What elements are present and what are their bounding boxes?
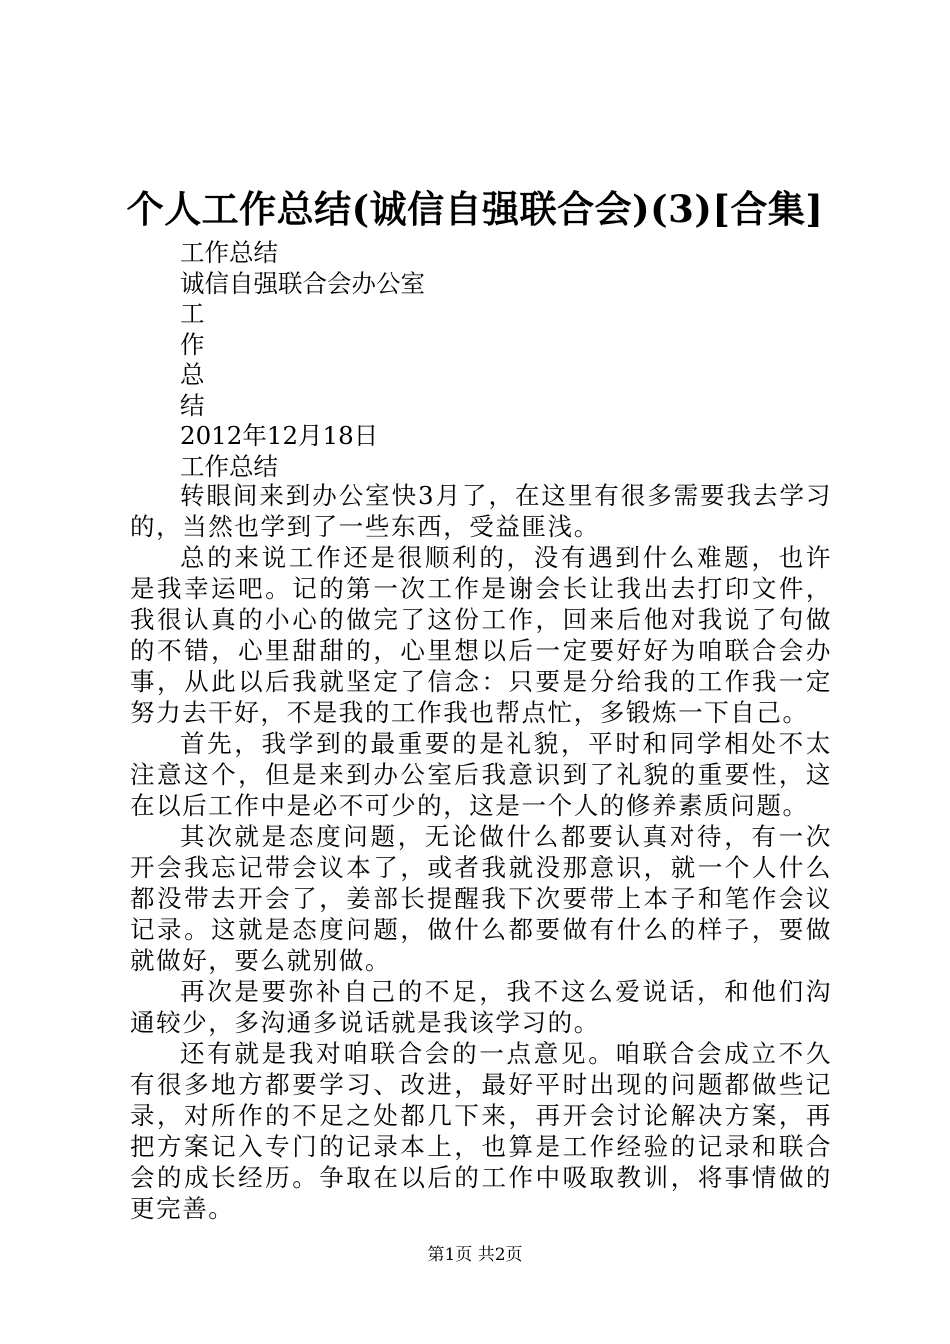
document-body <box>130 480 832 1224</box>
header-line-char-2: 作 <box>180 330 205 359</box>
header-line-char-3: 总 <box>180 360 205 389</box>
paragraph: 还有就是我对咱联合会的一点意见。咱联合会成立不久有很多地方都要学习、改进，最好平时出现的问题都做些记录，对所作的不足之处都几下来，再开会讨论解决方案，再把方案记入专门的记录本上，也算是工作经验的记录和联合会的成长经历。争取在以后的工作中吸取教训，将事情做的更完善。 <box>130 1039 832 1223</box>
header-line-char-1: 工 <box>180 299 205 328</box>
header-line-date: 2012年12月18日 <box>180 421 379 450</box>
document-title: 个人工作总结(诚信自强联合会)(3)[合集] <box>126 187 824 231</box>
paragraph: 总的来说工作还是很顺利的，没有遇到什么难题，也许是我幸运吧。记的第一次工作是谢会长让我出去打印文件，我很认真的小心的做完了这份工作，回来后他对我说了句做的不错，心里甜甜的，心里想以后一定要好好为咱联合会办事，从此以后我就坚定了信念：只要是分给我的工作我一定努力去干好，不是我的工作我也帮点忙，多锻炼一下自己。 <box>130 543 832 727</box>
paragraph: 首先，我学到的最重要的是礼貌，平时和同学相处不太注意这个，但是来到办公室后我意识到了礼貌的重要性，这在以后工作中是必不可少的，这是一个人的修养素质问题。 <box>130 729 832 820</box>
header-line-char-4: 结 <box>180 391 205 420</box>
paragraph: 其次就是态度问题，无论做什么都要认真对待，有一次开会我忘记带会议本了，或者我就没那意识，就一个人什么都没带去开会了，姜部长提醒我下次要带上本子和笔作会议记录。这就是态度问题，做什么都要做有什么的样子，要做就做好，要么就别做。 <box>130 822 832 975</box>
page-footer: 第1页 共2页 <box>427 1245 523 1265</box>
header-line-organization: 诚信自强联合会办公室 <box>180 269 425 298</box>
header-line-section-title: 工作总结 <box>180 452 278 481</box>
paragraph: 再次是要弥补自己的不足，我不这么爱说话，和他们沟通较少，多沟通多说话就是我该学习的。 <box>130 977 832 1037</box>
paragraph: 转眼间来到办公室快3月了，在这里有很多需要我去学习的，当然也学到了一些东西，受益匪浅。 <box>130 481 832 541</box>
header-line-doc-type: 工作总结 <box>180 238 278 267</box>
